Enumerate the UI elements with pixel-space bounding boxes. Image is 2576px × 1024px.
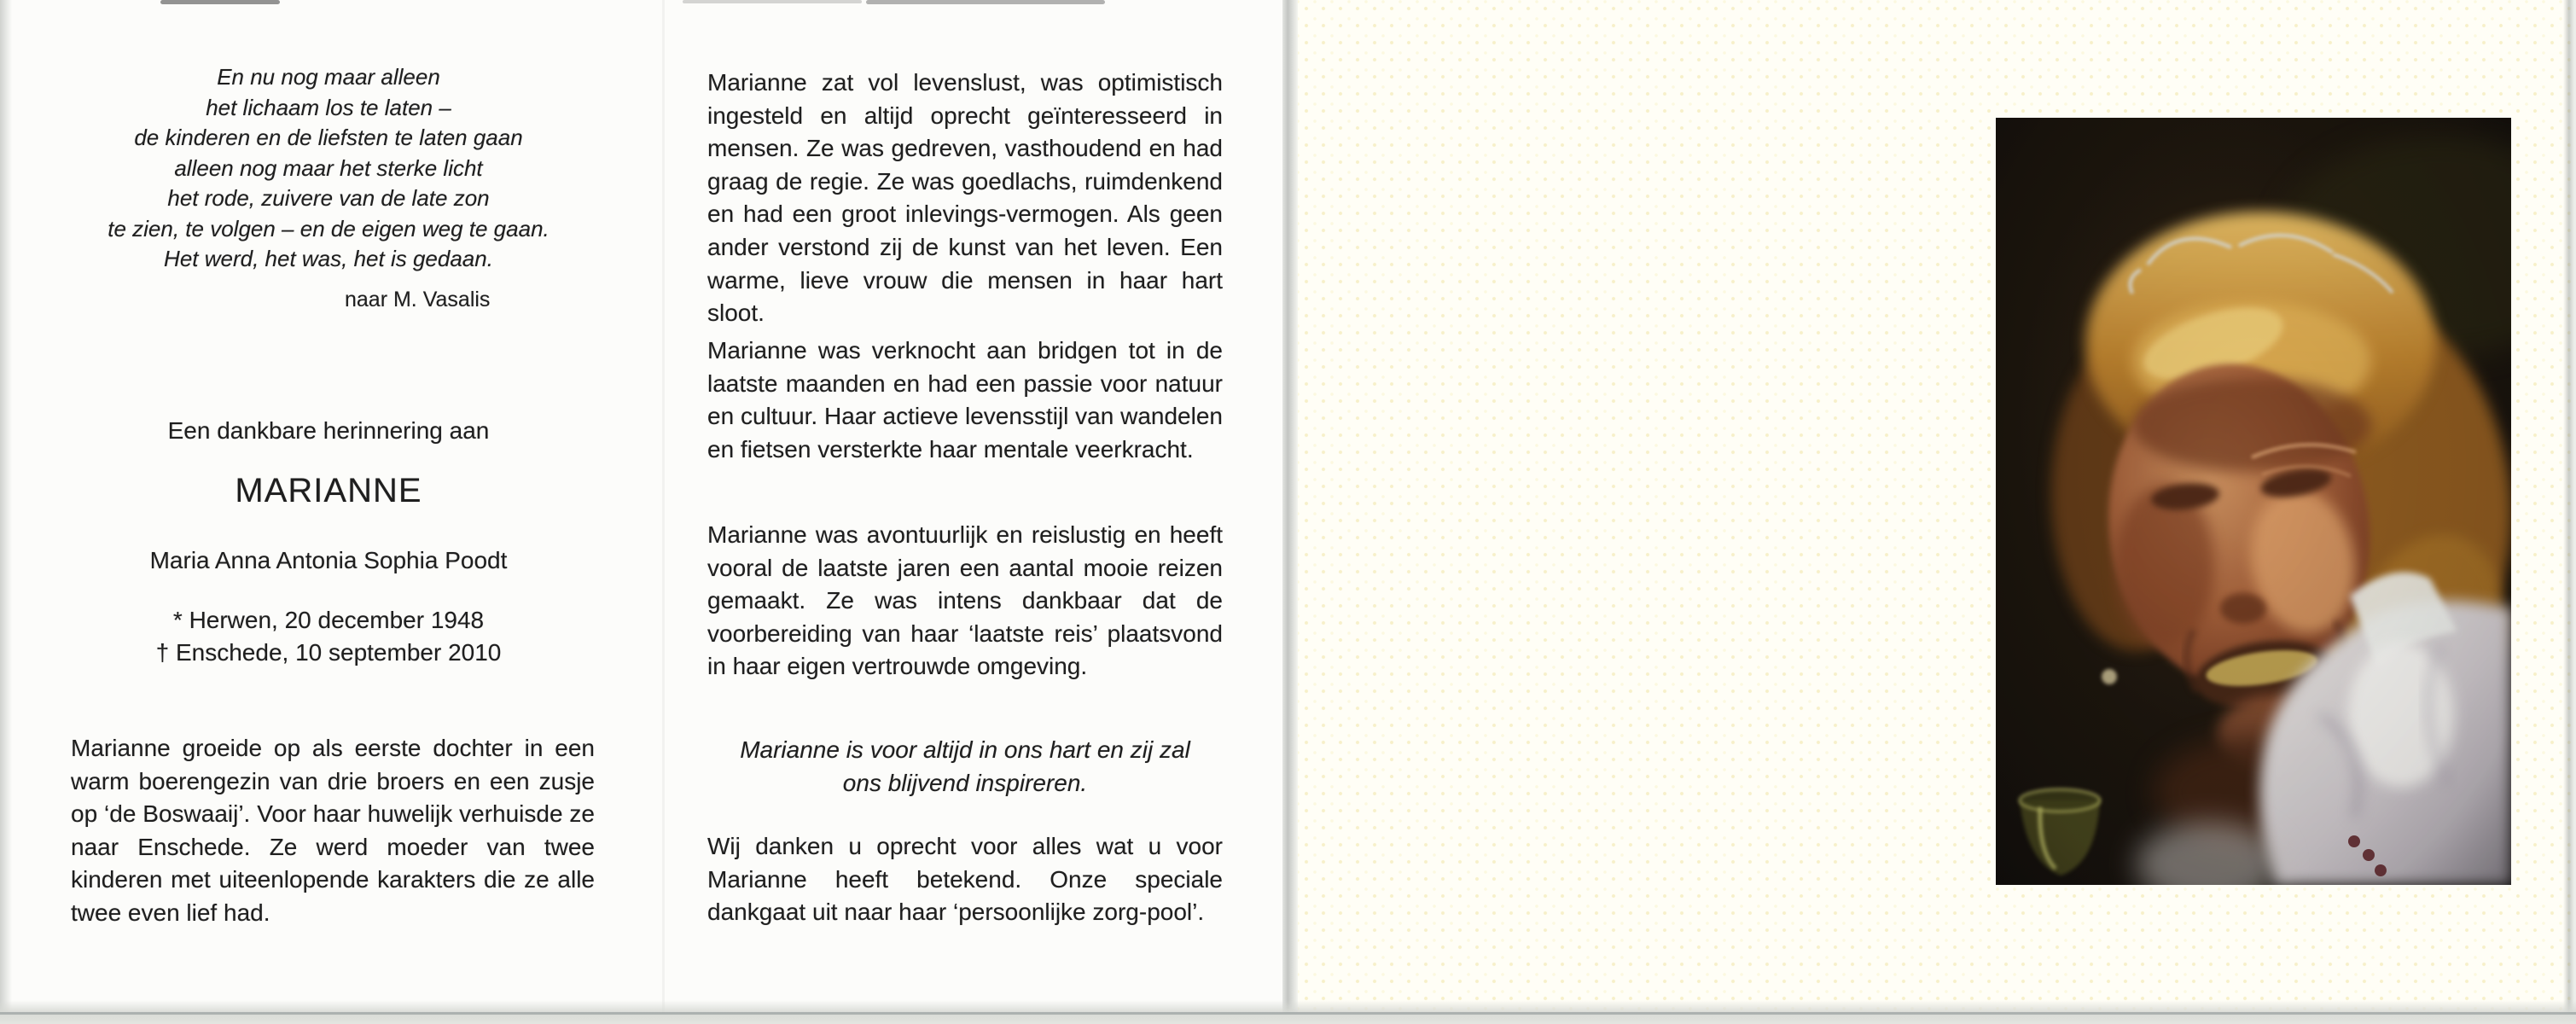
scan-smudge	[683, 0, 862, 3]
deceased-name: MARIANNE	[235, 472, 422, 509]
poem-line: het lichaam los te laten –	[206, 94, 451, 120]
memorial-paragraph-3: Marianne was avontuurlijk en reislustig en heeft vooral de laatste jaren een aantal mooie reizen gemaakt. Ze was intens dankbaar dat de voorbereiding van haar ‘laatste reis’ plaatsvond in haar eigen vertrouwde omgeving.	[707, 521, 1223, 680]
scan-left-edge	[0, 0, 12, 1024]
portrait-photo	[1996, 118, 2511, 885]
poem-line: het rode, zuivere van de late zon	[167, 185, 490, 211]
panel-crease	[662, 0, 665, 1024]
death-line: † Enschede, 10 september 2010	[155, 639, 502, 666]
memorial-paragraph-1: Marianne zat vol levenslust, was optimistisch ingesteld en altijd oprecht geïnteresseerd in mensen. Ze was gedreven, vasthoudend en had graag de regie. Ze was goedlachs, ruimdenkend en had een groot inlevings-vermogen. Als geen ander verstond zij de kunst van het leven. Een warme, lieve vrouw die mensen in haar hart sloot.	[707, 69, 1223, 327]
scan-bottom-line	[0, 1012, 2576, 1015]
closing-thanks-paragraph: Wij danken u oprecht voor alles wat u voor Marianne heeft betekend. Onze speciale dankgaat uit naar haar ‘persoonlijke zorg-pool’.	[707, 833, 1223, 926]
poem-line: Het werd, het was, het is gedaan.	[164, 246, 493, 271]
scan-right-edge	[2563, 0, 2576, 1024]
biography-paragraph: Marianne groeide op als eerste dochter in een warm boerengezin van drie broers en een zusje op ‘de Boswaaij’. Voor haar huwelijk verhuisde ze naar Enschede. Ze werd moeder van twee kinderen met uiteenlopende karakters die ze alle twee even lief had.	[71, 735, 595, 926]
poem-line: alleen nog maar het sterke licht	[174, 154, 483, 181]
dedication-line: Een dankbare herinnering aan	[167, 417, 490, 444]
poem-line: de kinderen en de liefsten te laten gaan	[134, 125, 523, 150]
quote-line: ons blijvend inspireren.	[842, 769, 1088, 796]
scan-smudge	[866, 0, 1105, 4]
birth-line: * Herwen, 20 december 1948	[172, 607, 485, 633]
quote-line: Marianne is voor altijd in ons hart en zij zal	[740, 736, 1190, 763]
poem-line: En nu nog maar alleen	[217, 64, 440, 90]
page-fold	[1282, 0, 1298, 1024]
poem-attribution: naar M. Vasalis	[345, 288, 491, 311]
memorial-quote	[690, 734, 1240, 800]
scan-smudge	[160, 0, 280, 4]
deceased-full-name: Maria Anna Antonia Sophia Poodt	[149, 547, 508, 573]
poem-line: te zien, te volgen – en de eigen weg te gaan.	[108, 215, 550, 241]
photo-scan-haze	[1996, 118, 2511, 885]
poem	[47, 62, 610, 275]
memorial-paragraph-2: Marianne was verknocht aan bridgen tot in de laatste maanden en had een passie voor natuur en cultuur. Haar actieve levensstijl van wandelen en fietsen versterkte haar mentale veerkracht.	[707, 337, 1223, 463]
